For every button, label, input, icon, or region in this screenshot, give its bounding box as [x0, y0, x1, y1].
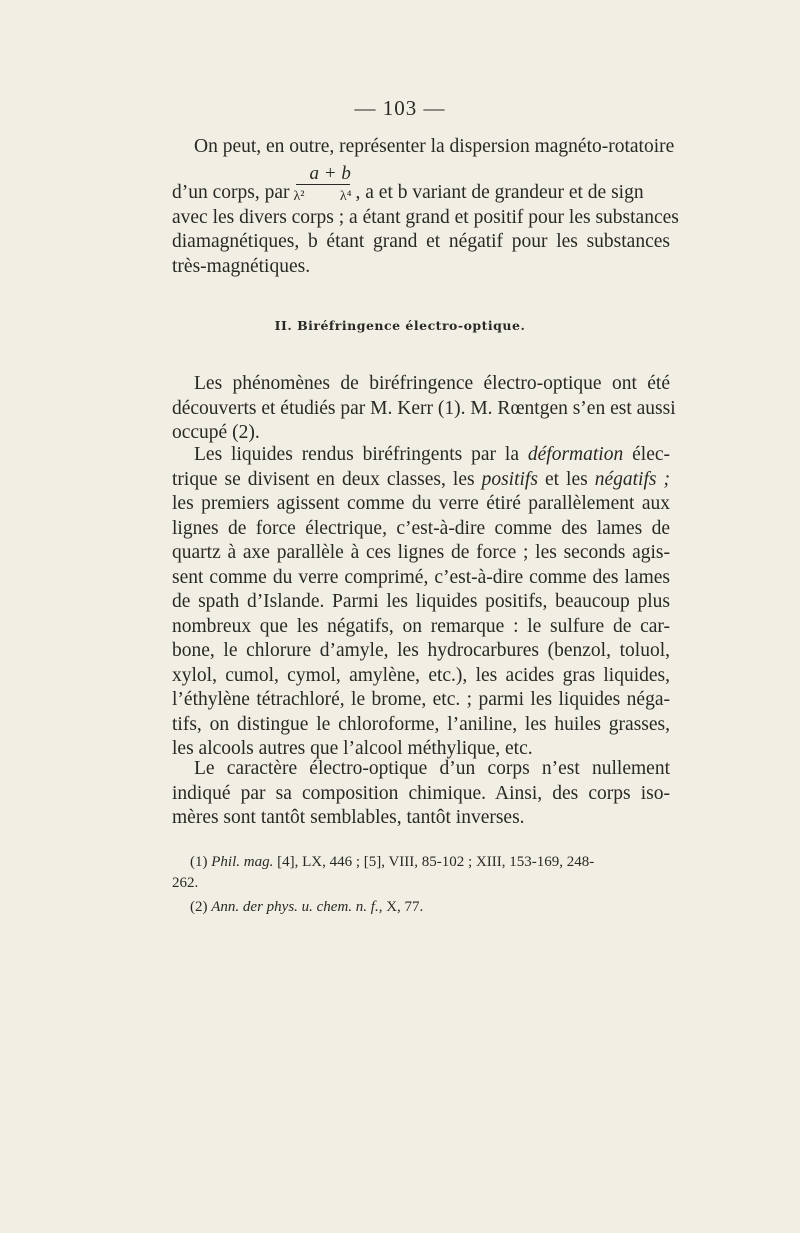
footnote-text: [4], LX, 446 ; [5], VIII, 85-102 ; XIII, 153-169, 248- — [277, 854, 595, 870]
italic-term: déformation — [527, 444, 624, 465]
footnote-text: , X, 77. — [378, 899, 424, 915]
text-line: quartz à axe parallèle à ces lignes de force ; les seconds agis- — [172, 542, 670, 563]
footnote-1-continuation: 262. — [172, 875, 199, 891]
text-line: xylol, cumol, cymol, amylène, etc.), les acides gras liquides, — [172, 664, 670, 686]
text-line: occupé (2). — [172, 422, 260, 443]
formula-numerator: a + b — [309, 162, 351, 184]
footnote-2 — [190, 897, 670, 918]
text-line: de spath d’Islande. Parmi les liquides positifs, beaucoup plus — [172, 591, 670, 612]
text-line: Les phénomènes de biréfringence électro-optique ont été — [194, 373, 670, 394]
fraction-formula — [294, 162, 352, 206]
text-segment: trique se divisent en deux classes, les — [172, 468, 475, 490]
text-line: tifs, on distingue le chloroforme, l’aniline, les huiles grasses, — [172, 713, 670, 735]
text-line: les alcools autres que l’alcool méthylique, etc. — [172, 738, 533, 759]
text-line: très-magnétiques. — [172, 255, 311, 277]
paragraph-liquids — [172, 443, 670, 762]
journal-title: Phil. mag. — [211, 854, 274, 870]
text-line: avec les divers corps ; a étant grand et positif pour les substances — [172, 206, 679, 228]
section-heading: II. Biréfringence électro-optique. — [274, 318, 526, 333]
text-line: On peut, en outre, représenter la dispersion magnéto-rotatoire — [194, 136, 675, 157]
footnote-1 — [190, 852, 670, 873]
text-line: nombreux que les négatifs, on remarque : le sulfure de car- — [172, 615, 670, 637]
italic-term: positifs — [481, 468, 538, 490]
page-number: — 103 — — [354, 96, 446, 120]
denominator-lambda4: λ⁴ — [339, 188, 352, 204]
text-segment: Les liquides rendus biréfringents par la — [194, 444, 519, 465]
text-line: Le caractère électro-optique d’un corps n’est nullement — [194, 758, 670, 779]
text-line: diamagnétiques, b étant grand et négatif pour les substances — [172, 231, 670, 252]
text-line: découverts et étudiés par M. Kerr (1). M. Rœntgen s’en est aussi — [172, 397, 676, 419]
paragraph-character — [172, 757, 670, 831]
text-segment: élec- — [632, 444, 671, 465]
formula-denominator — [294, 185, 352, 210]
journal-title: Ann. der phys. u. chem. n. f. — [211, 899, 379, 915]
text-line: mères sont tantôt semblables, tantôt inverses. — [172, 807, 525, 828]
paragraph-dispersion — [172, 135, 679, 279]
text-line: sent comme du verre comprimé, c’est-à-dire comme des lames — [172, 566, 670, 588]
footnote-number: (1) — [190, 854, 208, 870]
text-segment: et les — [544, 468, 588, 490]
denominator-lambda2: λ² — [293, 188, 305, 204]
paragraph-discovery — [172, 372, 676, 446]
formula-line — [172, 160, 670, 206]
text-line — [172, 468, 670, 493]
text-line: lignes de force électrique, c’est-à-dire comme des lames de — [172, 517, 670, 539]
footnote-number: (2) — [190, 899, 208, 915]
text-line — [172, 443, 670, 468]
text-line: indiqué par sa composition chimique. Ainsi, des corps iso- — [172, 782, 670, 804]
text-line: l’éthylène tétrachloré, le brome, etc. ; parmi les liquides néga- — [172, 689, 670, 710]
text-line: les premiers agissent comme du verre étiré parallèlement aux — [172, 493, 670, 514]
italic-term: négatifs ; — [594, 468, 670, 490]
text-segment: d’un corps, par — [172, 182, 290, 203]
text-line: bone, le chlorure d’amyle, les hydrocarbures (benzol, toluol, — [172, 640, 670, 661]
text-segment: , a et b variant de grandeur et de sign — [355, 182, 644, 203]
footnotes — [172, 852, 670, 918]
